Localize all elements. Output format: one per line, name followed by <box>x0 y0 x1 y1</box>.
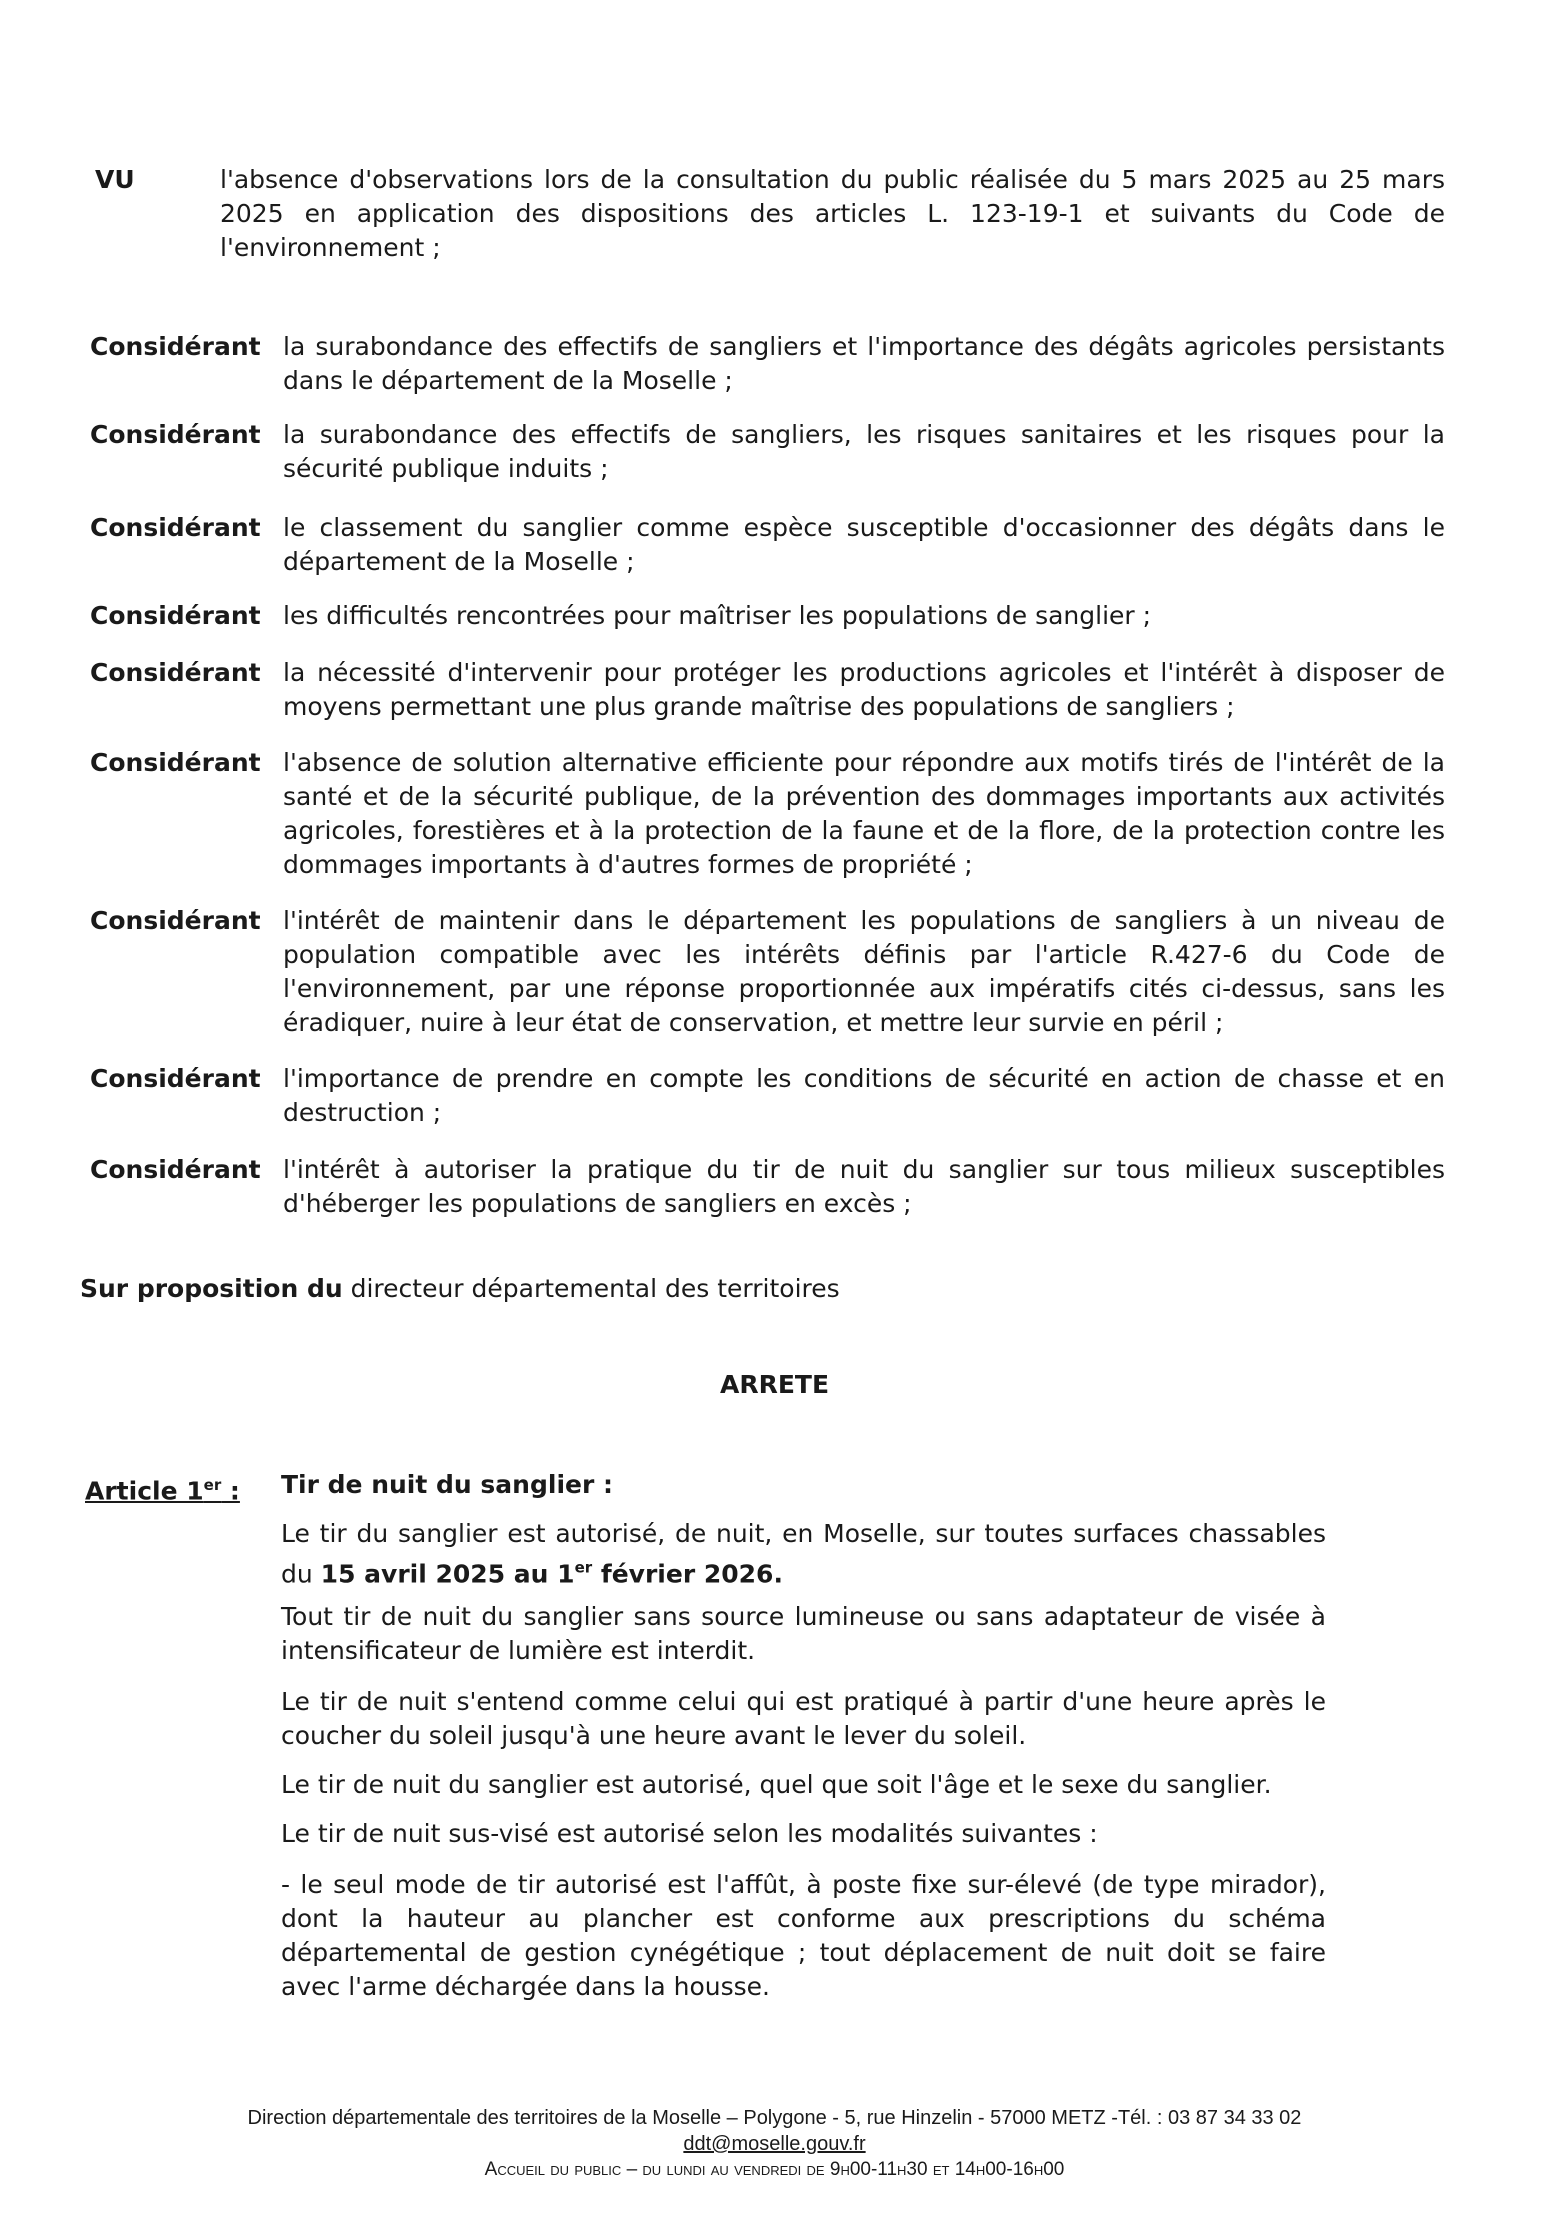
considerant-label: Considérant <box>90 748 261 777</box>
considerant-label: Considérant <box>90 601 261 630</box>
considerant-text: l'intérêt de maintenir dans le département les populations de sangliers à un niveau de population compatible avec les intérêts définis par l'article R.427-6 du Code de l'environnement, par une réponse proportionnée aux impératifs cités ci-dessus, sans les éradiquer, nuire à leur état de conservation, et mettre leur survie en péril ; <box>283 906 1445 1037</box>
proposal-text: directeur départemental des territoires <box>342 1274 840 1303</box>
footer-address: Direction départementale des territoires de la Moselle – Polygone - 5, rue Hinzelin - 57000 METZ -Tél. : 03 87 34 33 02 <box>247 2107 1302 2129</box>
considerant-label: Considérant <box>90 906 261 935</box>
considerant-text: les difficultés rencontrées pour maîtriser les populations de sanglier ; <box>283 601 1152 630</box>
considerant-text: la surabondance des effectifs de sangliers, les risques sanitaires et les risques pour la sécurité publique induits ; <box>283 420 1445 483</box>
considerant-text: le classement du sanglier comme espèce susceptible d'occasionner des dégâts dans le département de la Moselle ; <box>283 513 1445 576</box>
vu-label: VU <box>95 165 135 194</box>
considerant-label: Considérant <box>90 420 261 449</box>
p1-date: 15 avril 2025 au 1 <box>320 1559 575 1589</box>
considerant-text: l'importance de prendre en compte les conditions de sécurité en action de chasse et en destruction ; <box>283 1064 1445 1127</box>
considerant-text: l'intérêt à autoriser la pratique du tir de nuit du sanglier sur tous milieux susceptibles d'héberger les populations de sangliers en excès ; <box>283 1155 1445 1218</box>
article-label-sup: er <box>203 1476 222 1494</box>
arrete-heading: ARRETE <box>719 1370 830 1399</box>
considerant-text: la surabondance des effectifs de sangliers et l'importance des dégâts agricoles persistants dans le département de la Moselle ; <box>283 332 1445 395</box>
p1-date-end: février 2026. <box>592 1559 783 1589</box>
article-1-label <box>85 1468 240 1508</box>
p1-date-sup: er <box>574 1559 593 1577</box>
considerant-label: Considérant <box>90 1155 261 1184</box>
article-1-title: Tir de nuit du sanglier : <box>281 1470 613 1499</box>
article-paragraph: Le tir de nuit sus-visé est autorisé selon les modalités suivantes : <box>281 1819 1098 1848</box>
article-paragraph: Le tir de nuit du sanglier est autorisé, quel que soit l'âge et le sexe du sanglier. <box>281 1770 1272 1799</box>
footer-hours: Accueil du public – du lundi au vendredi de 9h00-11h30 et 14h00-16h00 <box>484 2159 1065 2180</box>
article-paragraph: - le seul mode de tir autorisé est l'affût, à poste fixe sur-élevé (de type mirador), dont la hauteur au plancher est conforme aux prescriptions du schéma départemental de gestion cynégétique ; tout déplacement de nuit doit se faire avec l'arme déchargée dans la housse. <box>281 1870 1326 2001</box>
proposal-bold: Sur proposition du <box>80 1274 343 1303</box>
considerant-text: l'absence de solution alternative efficiente pour répondre aux motifs tirés de l'intérêt de la santé et de la sécurité publique, de la prévention des dommages importants aux activités agricoles, forestières et à la protection de la faune et de la flore, de la protection contre les dommages importants à d'autres formes de propriété ; <box>283 748 1445 879</box>
article-label-suffix: : <box>221 1476 240 1506</box>
vu-text: l'absence d'observations lors de la consultation du public réalisée du 5 mars 2025 au 25 mars 2025 en application des dispositions des articles L. 123-19-1 et suivants du Code de l'environnement ; <box>220 165 1445 262</box>
p1-text: Le tir du sanglier est autorisé, de nuit, en Moselle, sur toutes surfaces chassables du <box>281 1519 1326 1589</box>
article-label-text: Article 1 <box>85 1476 204 1506</box>
footer-email-link[interactable]: ddt@moselle.gouv.fr <box>683 2133 866 2155</box>
considerant-label: Considérant <box>90 513 261 542</box>
proposal-line <box>80 1272 840 1306</box>
considerant-text: la nécessité d'intervenir pour protéger les productions agricoles et l'intérêt à disposer de moyens permettant une plus grande maîtrise des populations de sangliers ; <box>283 658 1445 721</box>
article-paragraph <box>281 1517 1326 1591</box>
considerant-label: Considérant <box>90 1064 261 1093</box>
article-paragraph: Tout tir de nuit du sanglier sans source lumineuse ou sans adaptateur de visée à intensificateur de lumière est interdit. <box>281 1602 1326 1665</box>
considerant-label: Considérant <box>90 332 261 361</box>
considerant-label: Considérant <box>90 658 261 687</box>
article-paragraph: Le tir de nuit s'entend comme celui qui est pratiqué à partir d'une heure après le coucher du soleil jusqu'à une heure avant le lever du soleil. <box>281 1687 1326 1750</box>
